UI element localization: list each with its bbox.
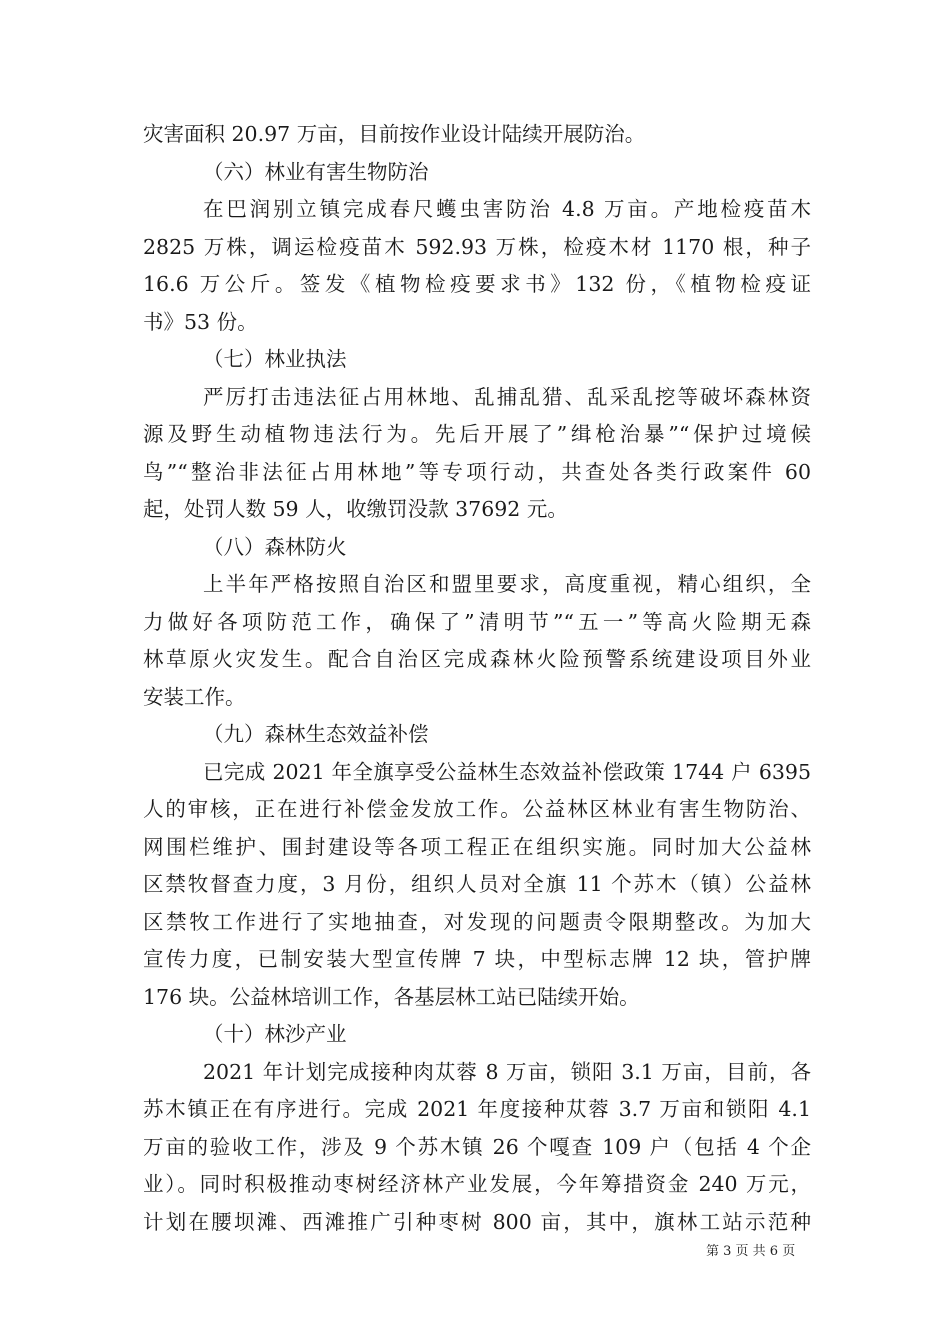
paragraph-line: 176 块。公益林培训工作，各基层林工站已陆续开始。 [143,984,640,1009]
paragraph-line: 上半年严格按照自治区和盟里要求，高度重视，精心组织，全 [203,572,811,596]
paragraph-line: 灾害面积 20.97 万亩，目前按作业设计陆续开展防治。 [143,122,646,146]
page-number: 第 3 页 共 6 页 [706,1244,796,1259]
paragraph-line: 力做好各项防范工作，确保了”清明节”“五一”等高火险期无森 [143,609,811,634]
section-heading: （七）林业执法 [203,347,347,371]
paragraph-line: 苏木镇正在有序进行。完成 2021 年度接种苁蓉 3.7 万亩和锁阳 4.1 [143,1097,811,1121]
paragraph-line: 2021 年计划完成接种肉苁蓉 8 万亩，锁阳 3.1 万亩，目前，各 [203,1059,811,1084]
paragraph-line: 在巴润别立镇完成春尺蠖虫害防治 4.8 万亩。产地检疫苗木 [203,197,811,221]
paragraph-line: 16.6 万公斤。签发《植物检疫要求书》132 份，《植物检疫证 [143,272,811,296]
paragraph-line: 严厉打击违法征占用林地、乱捕乱猎、乱采乱挖等破坏森林资 [203,384,811,409]
section-heading: （六）林业有害生物防治 [203,159,429,184]
section-heading: （九）森林生态效益补偿 [203,722,429,746]
section-heading: （十）林沙产业 [203,1022,347,1046]
paragraph-line: 人的审核，正在进行补偿金发放工作。公益林区林业有害生物防治、 [143,797,811,821]
paragraph-line: 书》53 份。 [143,309,258,334]
document-body [143,116,811,1241]
paragraph-line: 网围栏维护、围封建设等各项工程正在组织实施。同时加大公益林 [143,834,811,859]
paragraph-line: 安装工作。 [143,684,246,709]
paragraph-line: 林草原火灾发生。配合自治区完成森林火险预警系统建设项目外业 [143,647,811,671]
paragraph-line: 业）。同时积极推动枣树经济林产业发展，今年筹措资金 240 万元， [143,1172,811,1196]
section-heading: （八）森林防火 [203,534,347,559]
paragraph-line: 起，处罚人数 59 人，收缴罚没款 37692 元。 [143,497,568,521]
paragraph-line: 计划在腰坝滩、西滩推广引种枣树 800 亩，其中，旗林工站示范种 [143,1209,811,1234]
paragraph-line: 已完成 2021 年全旗享受公益林生态效益补偿政策 1744 户 6395 [203,759,811,784]
paragraph-line: 区禁牧工作进行了实地抽查，对发现的问题责令限期整改。为加大 [143,909,811,934]
paragraph-line: 区禁牧督查力度，3 月份，组织人员对全旗 11 个苏木（镇）公益林 [143,872,811,896]
paragraph-line: 宣传力度，已制安装大型宣传牌 7 块，中型标志牌 12 块，管护牌 [143,947,811,971]
paragraph-line: 2825 万株，调运检疫苗木 592.93 万株，检疫木材 1170 根，种子 [143,234,811,259]
paragraph-line: 源及野生动植物违法行为。先后开展了”缉枪治暴”“保护过境候 [143,422,811,446]
paragraph-line: 鸟”“整治非法征占用林地”等专项行动，共查处各类行政案件 60 [143,459,811,484]
paragraph-line: 万亩的验收工作，涉及 9 个苏木镇 26 个嘎查 109 户（包括 4 个企 [143,1134,811,1159]
